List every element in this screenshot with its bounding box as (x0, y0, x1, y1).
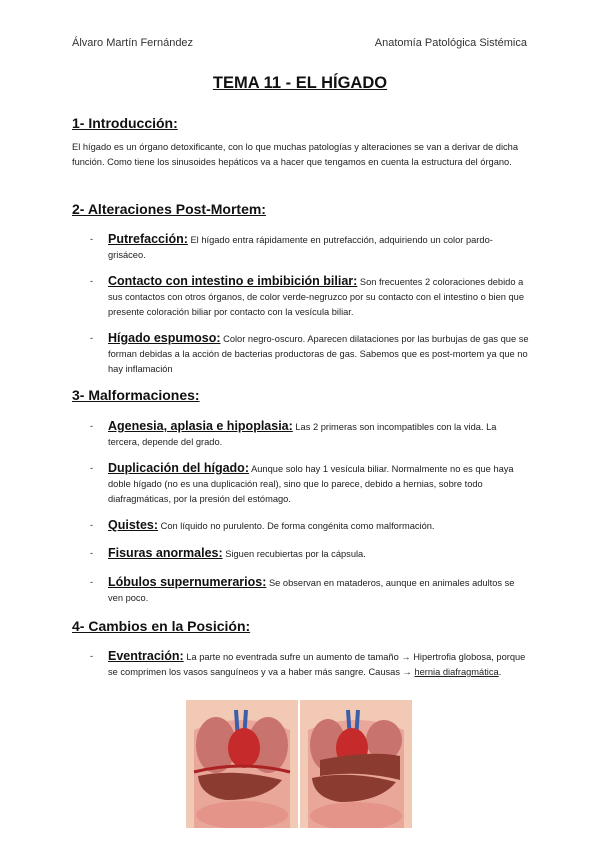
hernia-link: hernia diafragmática (414, 667, 499, 677)
anatomy-illustration-normal (186, 700, 298, 828)
header-subject: Anatomía Patológica Sistémica (374, 37, 527, 49)
paragraph: El hígado es un órgano detoxificante, con lo que muchas patologías y alteraciones se van a derivar de dicha función. Como tiene los sinusoides hepáticos va a hacer que tengamos en cuenta la estructura del órgano. (72, 142, 519, 167)
header-author: Álvaro Martín Fernández (72, 37, 194, 49)
list-item: - Contacto con intestino e imbibición biliar: Son frecuentes 2 coloraciones debido a sus contactos con otros órganos, de color verde-negruzco por su contacto con el intestino o bien que presente coloración biliar por contacto con la vesícula biliar. (90, 274, 525, 317)
list-item: - Lóbulos supernumerarios: Se observan en mataderos, aunque en animales adultos se ven poco. (90, 575, 515, 603)
list-item: - Quistes: Con líquido no purulento. De forma congénita como malformación. (90, 518, 435, 532)
page-title: TEMA 11 - EL HÍGADO (212, 74, 388, 92)
section-heading: 3- Malformaciones: (72, 387, 200, 403)
list-item: - Hígado espumoso: Color negro-oscuro. Aparecen dilataciones por las burbujas de gas que se forman debidas a la acción de bacterias productoras de gas. Sabemos que es post-mortem ya que no hay inflamación (90, 331, 529, 374)
list-item: - Putrefacción: El hígado entra rápidamente en putrefacción, adquiriendo un color pardo-grisáceo. (90, 232, 493, 260)
section-heading: 2- Alteraciones Post-Mortem: (72, 201, 266, 217)
anatomy-illustration-eventration (300, 700, 412, 828)
list-item: - Eventración: La parte no eventrada sufre un aumento de tamaño → Hipertrofia globosa, porque se comprimen los vasos sanguíneos y va a haber más sangre. Causas → hernia diafragmática. (90, 649, 526, 677)
list-item: - Fisuras anormales: Siguen recubiertas por la cápsula. (90, 546, 366, 560)
list-item: - Agenesia, aplasia e hipoplasia: Las 2 primeras son incompatibles con la vida. La tercera, depende del grado. (90, 419, 497, 447)
list-item: - Duplicación del hígado: Aunque solo hay 1 vesícula biliar. Normalmente no es que haya doble hígado (no es una duplicación real), sino que lo parece, debido a hernias, sobre todo diafragmáticas, por la presión del estómago. (90, 461, 514, 504)
section-heading: 4- Cambios en la Posición: (72, 618, 251, 634)
section-heading: 1- Introducción: (72, 115, 178, 131)
